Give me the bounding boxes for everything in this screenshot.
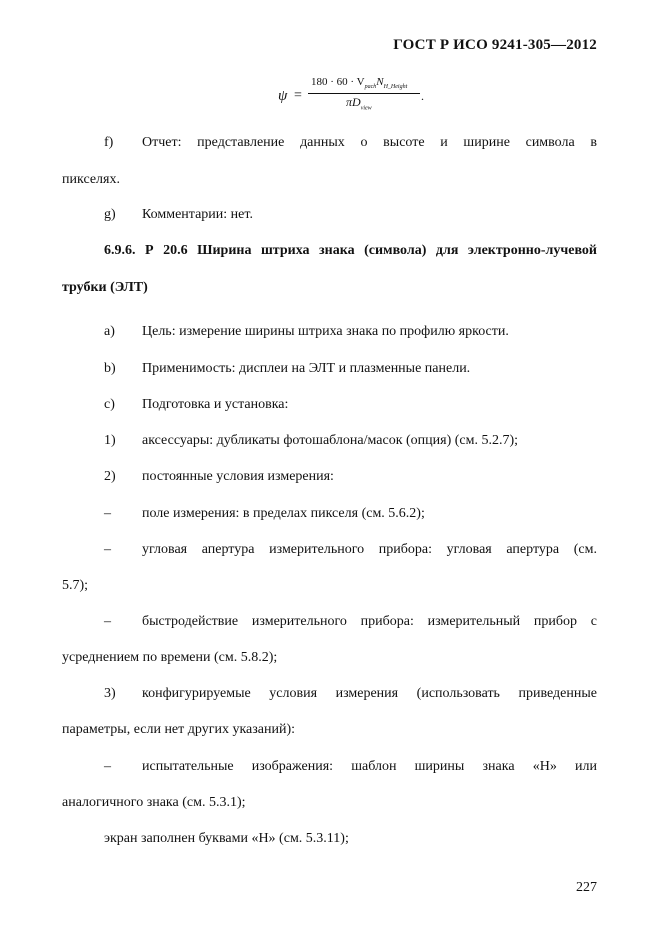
item-text: аксессуары: дубликаты фотошаблона/масок (опция) (см. 5.2.7);: [142, 433, 519, 448]
dash-marker: –: [104, 542, 111, 557]
dash-marker: –: [104, 506, 111, 521]
item-marker: f): [104, 135, 114, 150]
item-text: Применимость: дисплеи на ЭЛТ и плазменные панели.: [142, 361, 471, 376]
item-text: Комментарии: нет.: [142, 207, 253, 222]
item-text: поле измерения: в пределах пикселя (см. 5.6.2);: [142, 506, 425, 521]
item-text: Подготовка и установка:: [142, 397, 289, 412]
dash-item-4-continued: аналогичного знака (см. 5.3.1);: [62, 795, 246, 810]
formula: [278, 76, 438, 116]
formula-lhs: ψ: [278, 88, 288, 104]
section-heading-line-1: 6.9.6. Р 20.6 Ширина штриха знака (символа) для электронно-лучевой: [104, 243, 597, 258]
item-text: конфигурируемые условия измерения (использовать приведенные: [142, 686, 597, 701]
item-marker: 3): [104, 686, 116, 701]
item-marker: c): [104, 397, 115, 412]
item-text: угловая апертура измерительного прибора: угловая апертура (см.: [142, 542, 597, 557]
item-text: испытательные изображения: шаблон ширины знака «Н» или: [142, 759, 597, 774]
item-marker: 1): [104, 433, 116, 448]
section-heading-line-2: трубки (ЭЛТ): [62, 280, 148, 295]
item-text: быстродействие измерительного прибора: измерительный прибор с: [142, 614, 597, 629]
item-text: Отчет: представление данных о высоте и ширине символа в: [142, 135, 597, 150]
item-text: Цель: измерение ширины штриха знака по профилю яркости.: [142, 324, 509, 339]
item-marker: a): [104, 324, 115, 339]
formula-numerator: $180 \cdot 60 \cdot V_{pach}N_{H\_Height}$: [311, 76, 408, 91]
item-text: постоянные условия измерения:: [142, 469, 334, 484]
dash-marker: –: [104, 759, 111, 774]
page-number: 227: [576, 880, 597, 895]
document-header: ГОСТ Р ИСО 9241-305—2012: [393, 37, 597, 53]
item-marker: 2): [104, 469, 116, 484]
formula-fraction-bar: [308, 93, 420, 94]
dash-marker: –: [104, 614, 111, 629]
item-f-continued: пикселях.: [62, 172, 120, 187]
screen-filled-text: экран заполнен буквами «Н» (см. 5.3.11);: [104, 831, 349, 846]
dash-item-2-continued: 5.7);: [62, 578, 89, 593]
formula-end: .: [421, 89, 424, 103]
item-marker: g): [104, 207, 116, 222]
dash-item-3-continued: усреднением по времени (см. 5.8.2);: [62, 650, 278, 665]
item-marker: b): [104, 361, 116, 376]
formula-eq: =: [294, 88, 302, 103]
item-3-continued: параметры, если нет других указаний):: [62, 722, 296, 737]
formula-denominator: $\pi D_{view}$: [346, 95, 372, 112]
